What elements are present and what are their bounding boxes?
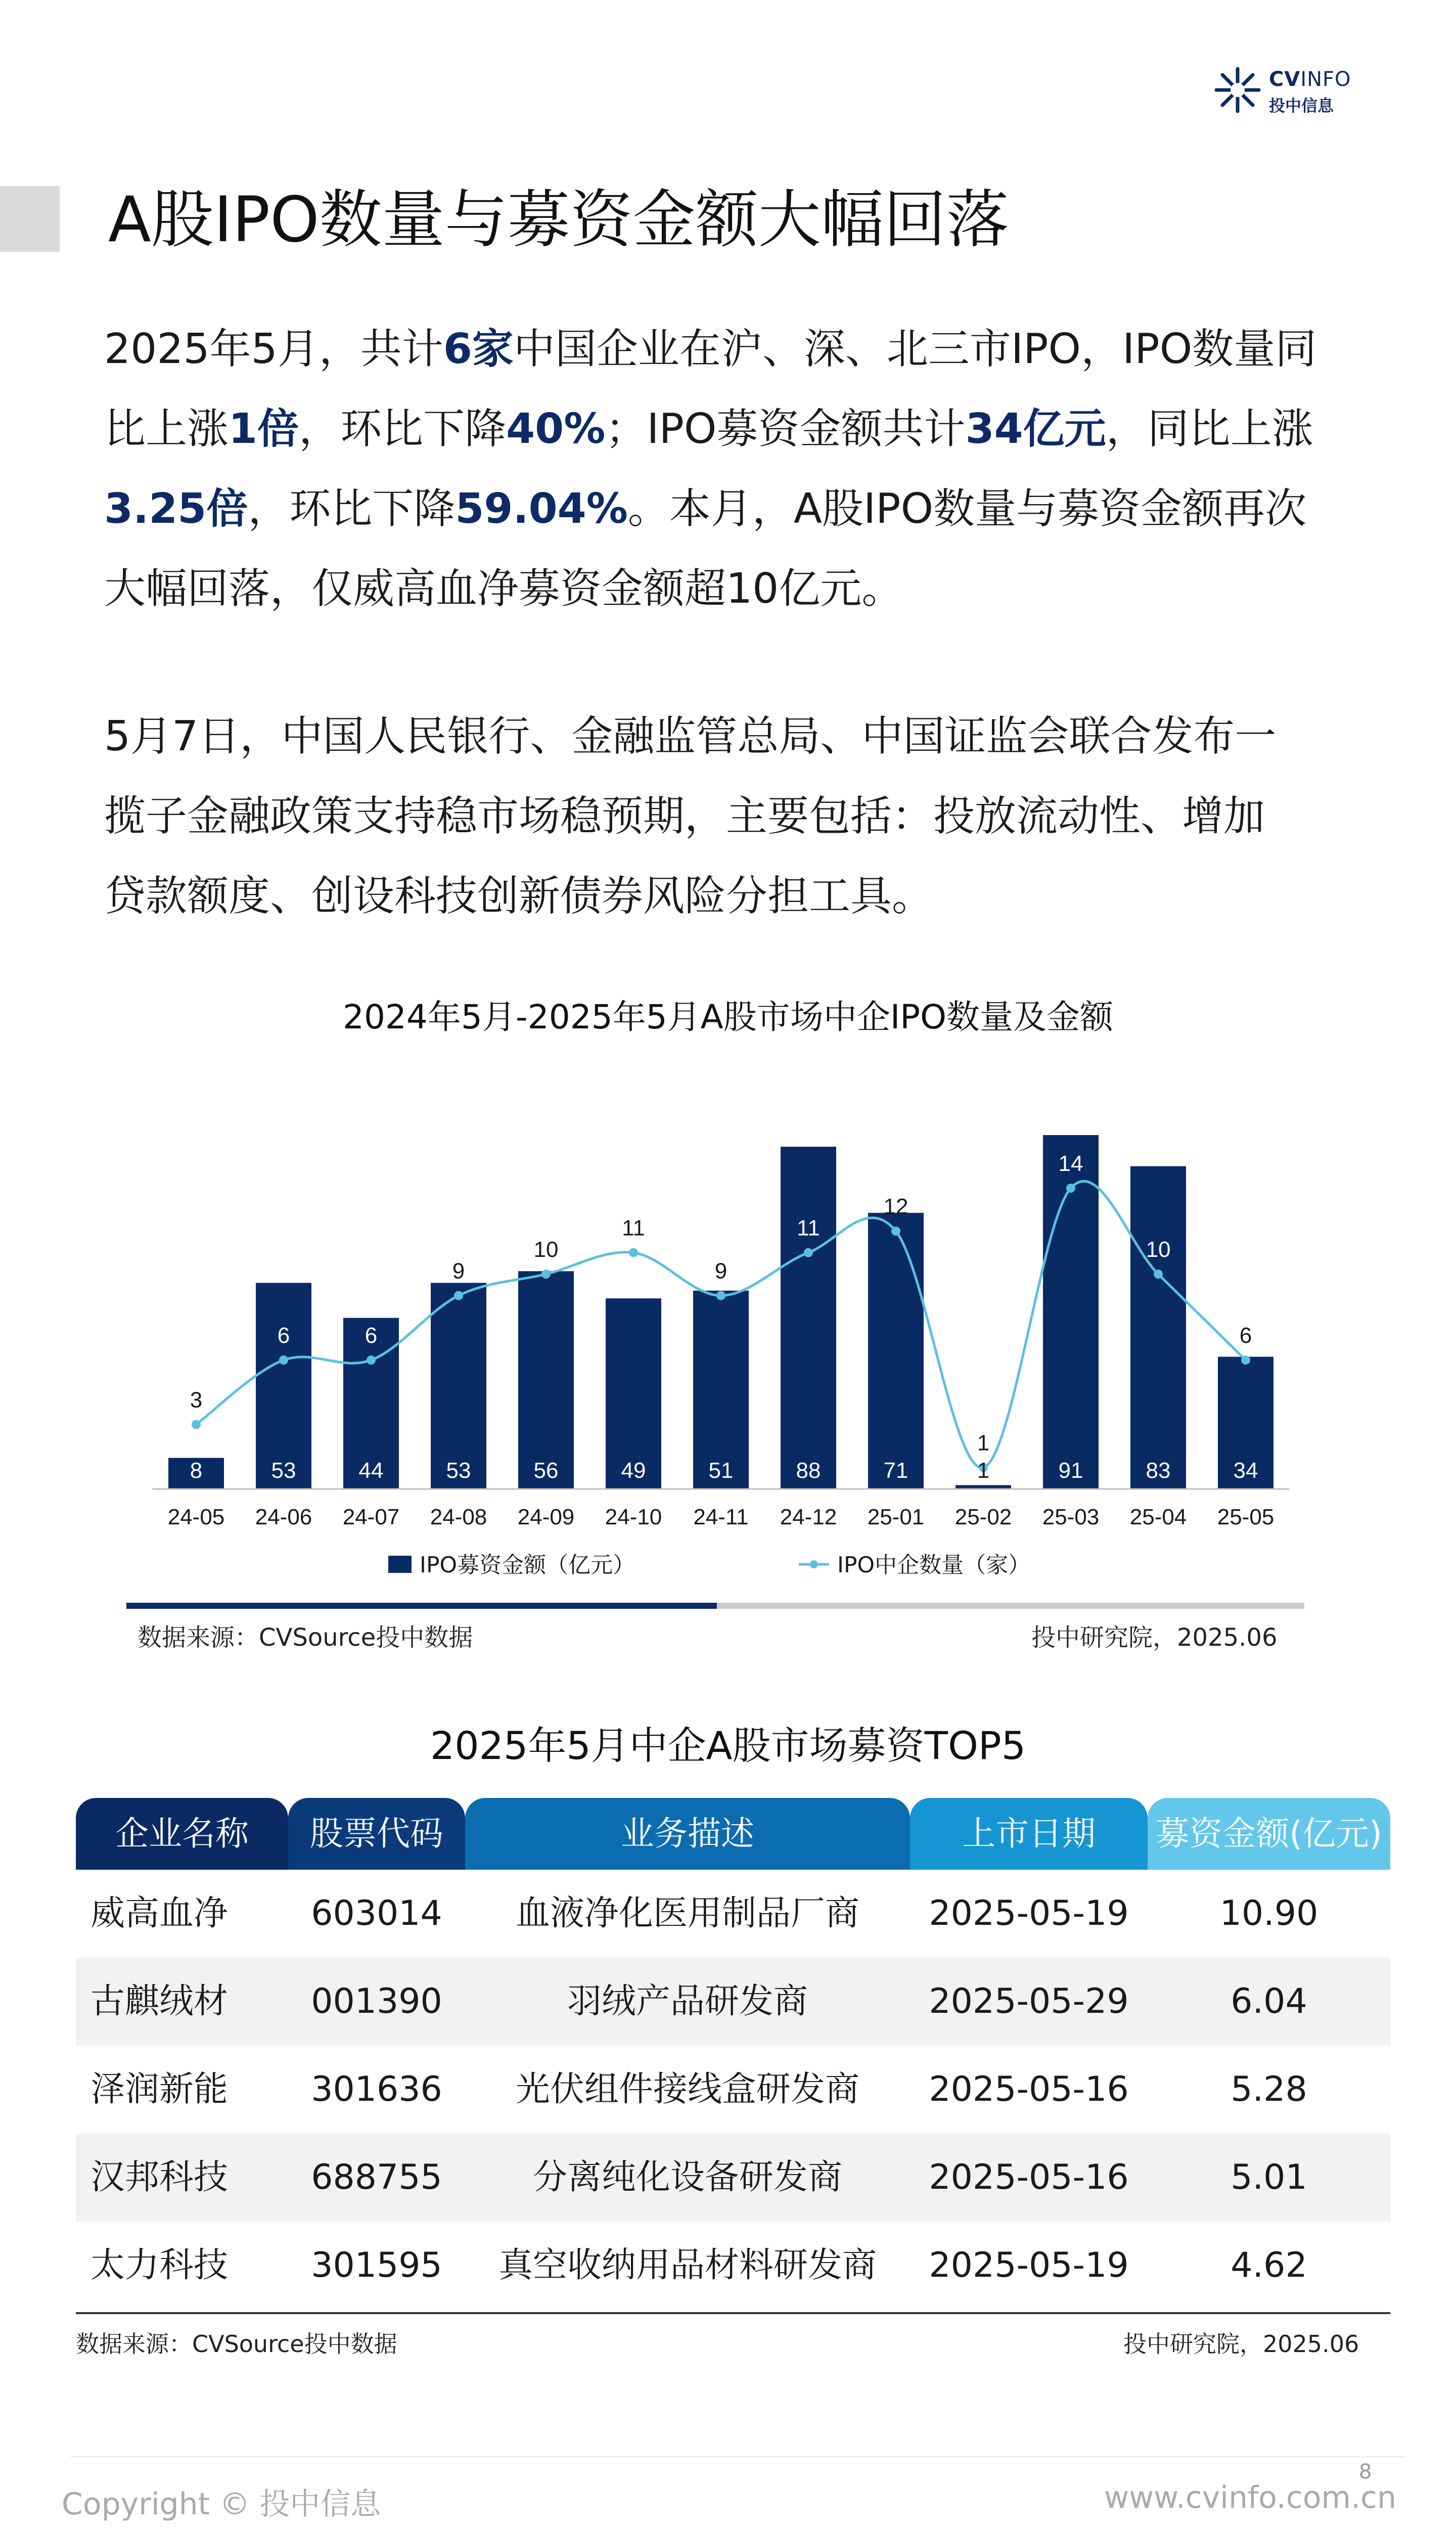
table-cell: 5.01 xyxy=(1231,2157,1307,2197)
bar-24-09 xyxy=(518,1271,574,1489)
point-24-05 xyxy=(192,1420,201,1429)
column-header: 上市日期 xyxy=(910,1798,1148,1870)
bar-label-24-12: 88 xyxy=(796,1458,821,1483)
highlight-figure: 6家 xyxy=(443,325,514,373)
highlight-figure: 59.04% xyxy=(455,485,628,533)
legend-bar-label: IPO募资金额（亿元） xyxy=(420,1552,635,1578)
text-run: 揽子金融政策支持稳市场稳预期，主要包括：投放流动性、增加 xyxy=(104,792,1265,840)
table-cell: 5.28 xyxy=(1231,2069,1307,2109)
x-tick-label: 24-06 xyxy=(255,1505,312,1529)
bar-24-12 xyxy=(781,1147,836,1489)
table-source: 数据来源：CVSource投中数据 xyxy=(76,2330,397,2358)
table-cell: 301636 xyxy=(311,2069,442,2109)
table-credit: 投中研究院，2025.06 xyxy=(1123,2330,1359,2358)
highlight-figure: 34亿元 xyxy=(965,405,1106,453)
table-cell: 光伏组件接线盒研发商 xyxy=(515,2069,859,2109)
table-cell: 301595 xyxy=(311,2245,442,2285)
text-run: 大幅回落，仅威高血净募资金额超10亿元。 xyxy=(104,565,903,613)
text-run: 。本月，A股IPO数量与募资金额再次 xyxy=(627,485,1307,533)
table-cell: 10.90 xyxy=(1219,1893,1318,1933)
text-run: 贷款额度、创设科技创新债券风险分担工具。 xyxy=(104,872,934,920)
x-tick-label: 24-09 xyxy=(517,1505,575,1529)
table-cell: 2025-05-29 xyxy=(929,1981,1129,2021)
chart-source: 数据来源：CVSource投中数据 xyxy=(138,1623,473,1652)
line-label-24-07: 6 xyxy=(365,1323,378,1348)
chart-title: 2024年5月-2025年5月A股市场中企IPO数量及金额 xyxy=(342,998,1114,1036)
bar-label-25-01: 71 xyxy=(883,1458,908,1483)
text-run: 2025年5月，共计 xyxy=(104,325,443,373)
table-header xyxy=(76,1798,1390,1870)
table-cell: 4.62 xyxy=(1231,2245,1307,2285)
point-25-01 xyxy=(891,1227,900,1236)
table-row xyxy=(76,2222,1390,2310)
bar-25-04 xyxy=(1130,1166,1186,1489)
text-run: 中国企业在沪、深、北三市IPO，IPO数量同 xyxy=(513,325,1317,373)
table-cell: 2025-05-19 xyxy=(929,1893,1129,1933)
x-tick-label: 24-07 xyxy=(342,1505,400,1529)
x-tick-label: 24-08 xyxy=(430,1505,487,1529)
line-label-24-12: 11 xyxy=(797,1215,820,1241)
title-accent-bar xyxy=(0,186,60,252)
x-tick-label: 24-10 xyxy=(605,1505,662,1529)
website-link[interactable]: www.cvinfo.com.cn xyxy=(1104,2480,1397,2515)
x-tick-label: 24-05 xyxy=(167,1505,225,1529)
line-label-24-06: 6 xyxy=(277,1323,290,1348)
point-24-12 xyxy=(804,1248,813,1257)
point-24-06 xyxy=(279,1356,288,1365)
table-cell: 2025-05-16 xyxy=(929,2157,1129,2197)
column-header: 企业名称 xyxy=(76,1798,288,1870)
text-run: ，环比下降 xyxy=(248,485,456,533)
table-cell: 泽润新能 xyxy=(90,2069,228,2109)
table-cell: 古麒绒材 xyxy=(90,1981,228,2021)
summary-paragraph xyxy=(104,309,1368,629)
line-label-25-05: 6 xyxy=(1239,1323,1252,1348)
column-header: 募资金额(亿元) xyxy=(1148,1798,1390,1870)
logo-mark-icon xyxy=(1212,65,1263,115)
table-bottom-rule xyxy=(76,2312,1390,2314)
table-row xyxy=(76,1958,1390,2046)
highlight-figure: 40% xyxy=(506,405,606,453)
line-label-25-03: 14 xyxy=(1058,1151,1083,1176)
x-tick-label: 24-11 xyxy=(693,1505,749,1529)
bar-label-24-09: 56 xyxy=(533,1458,559,1483)
table-cell: 太力科技 xyxy=(90,2245,228,2285)
bar-label-24-05: 8 xyxy=(190,1458,203,1483)
line-label-24-11: 9 xyxy=(714,1258,727,1284)
bar-label-24-06: 53 xyxy=(271,1458,296,1483)
point-24-11 xyxy=(716,1291,725,1300)
ipo-combo-chart xyxy=(0,1052,1456,1658)
logo-brand xyxy=(1269,68,1351,91)
table-cell: 2025-05-19 xyxy=(929,2245,1129,2285)
column-header: 业务描述 xyxy=(465,1798,910,1870)
bar-label-25-04: 83 xyxy=(1146,1458,1171,1483)
policy-paragraph xyxy=(104,697,1368,936)
table-cell: 羽绒产品研发商 xyxy=(567,1981,808,2021)
chart-credit: 投中研究院，2025.06 xyxy=(1031,1623,1278,1652)
line-label-24-10: 11 xyxy=(622,1215,645,1241)
table-cell: 6.04 xyxy=(1231,1981,1307,2021)
text-run: 比上涨 xyxy=(104,405,229,453)
x-tick-label: 25-04 xyxy=(1129,1505,1187,1529)
table-cell: 威高血净 xyxy=(90,1893,228,1933)
line-label-25-04: 10 xyxy=(1146,1237,1171,1262)
table-cell: 001390 xyxy=(311,1981,442,2021)
line-label-25-02: 1 xyxy=(977,1430,990,1456)
table-row xyxy=(76,1870,1390,1958)
table-cell: 688755 xyxy=(311,2157,442,2197)
text-run: 5月7日，中国人民银行、金融监管总局、中国证监会联合发布一 xyxy=(104,712,1277,760)
bar-label-24-10: 49 xyxy=(621,1458,646,1483)
table-cell: 真空收纳用品材料研发商 xyxy=(498,2245,877,2285)
bar-label-24-11: 51 xyxy=(708,1458,734,1483)
table-title: 2025年5月中企A股市场募资TOP5 xyxy=(430,1723,1026,1768)
table-cell: 603014 xyxy=(311,1893,442,1933)
x-tick-label: 25-02 xyxy=(954,1505,1012,1529)
line-label-24-08: 9 xyxy=(452,1258,465,1284)
x-tick-label: 24-12 xyxy=(780,1505,837,1529)
x-tick-label: 25-01 xyxy=(867,1505,925,1529)
x-tick-label: 25-03 xyxy=(1042,1505,1100,1529)
point-25-03 xyxy=(1066,1184,1075,1193)
bar-label-25-03: 91 xyxy=(1058,1458,1083,1483)
bar-label-24-07: 44 xyxy=(358,1458,384,1483)
point-25-04 xyxy=(1154,1270,1163,1279)
page-title: A股IPO数量与募资金额大幅回落 xyxy=(108,184,1009,256)
text-run: ；IPO募资金额共计 xyxy=(605,405,966,453)
line-label-25-01: 12 xyxy=(883,1194,908,1219)
point-24-08 xyxy=(454,1291,463,1300)
table-cell: 汉邦科技 xyxy=(90,2157,228,2197)
legend-bar-swatch xyxy=(388,1556,412,1573)
table-body xyxy=(76,1870,1390,2310)
logo-brand-cn: 投中信息 xyxy=(1269,96,1334,115)
cvinfo-logo xyxy=(1212,65,1364,120)
text-run: ，环比下降 xyxy=(299,405,507,453)
bar-label-25-05: 34 xyxy=(1233,1458,1258,1483)
table-row xyxy=(76,2134,1390,2222)
highlight-figure: 1倍 xyxy=(229,405,299,453)
bar-label-24-08: 53 xyxy=(446,1458,471,1483)
table-cell: 2025-05-16 xyxy=(929,2069,1129,2109)
bar-25-01 xyxy=(868,1213,924,1489)
table-cell: 分离纯化设备研发商 xyxy=(532,2157,842,2197)
point-24-09 xyxy=(541,1270,551,1279)
copyright-text: Copyright © 投中信息 xyxy=(62,2487,381,2522)
top5-table xyxy=(76,1798,1390,2310)
column-header: 股票代码 xyxy=(288,1798,465,1870)
legend-line-marker xyxy=(810,1560,818,1568)
x-tick-label: 25-05 xyxy=(1217,1505,1275,1529)
text-run: ，同比上涨 xyxy=(1106,405,1313,453)
point-24-10 xyxy=(629,1248,638,1257)
bar-label-25-02: 1 xyxy=(977,1458,990,1483)
line-label-24-09: 10 xyxy=(533,1237,559,1262)
point-24-07 xyxy=(367,1356,376,1365)
logo-brand-light: INFO xyxy=(1300,68,1351,91)
point-25-05 xyxy=(1241,1356,1250,1365)
table-cell: 血液净化医用制品厂商 xyxy=(515,1893,859,1933)
table-row xyxy=(76,2046,1390,2134)
line-label-24-05: 3 xyxy=(190,1387,203,1413)
legend-line-label: IPO中企数量（家） xyxy=(837,1552,1031,1578)
logo-brand-bold: CV xyxy=(1269,68,1301,91)
chart-bottom-rule-accent xyxy=(126,1603,717,1609)
page-number: 8 xyxy=(1359,2460,1372,2484)
highlight-figure: 3.25倍 xyxy=(104,485,248,533)
footer-divider xyxy=(71,2456,1405,2457)
